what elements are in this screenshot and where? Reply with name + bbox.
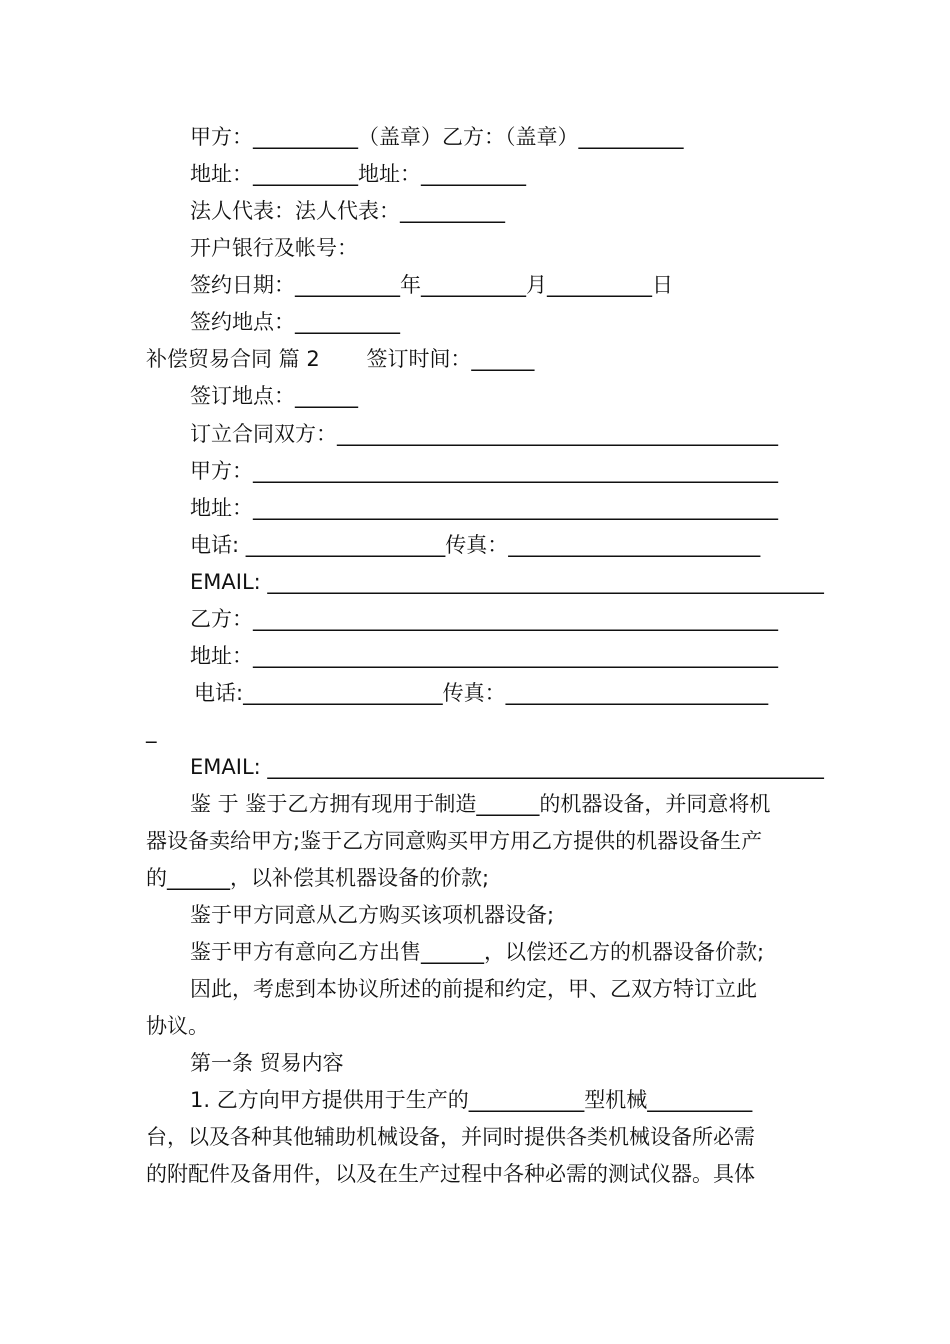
article-1-item-1-cont-2: 的附配件及备用件，以及在生产过程中各种必需的测试仪器。具体 xyxy=(146,1162,755,1186)
therefore-para: 因此，考虑到本协议所述的前提和约定，甲、乙双方特订立此 xyxy=(190,977,757,1001)
parties-line: 订立合同双方：__________________________________________ xyxy=(190,422,778,446)
party-b-line: 乙方：__________________________________________________ xyxy=(190,607,778,631)
article-1-heading: 第一条 贸易内容 xyxy=(190,1051,344,1075)
party-a-seal-line: 甲方：__________（盖章）乙方：（盖章）__________ xyxy=(190,125,684,149)
party-b-email-line: EMAIL: _____________________________________________________ xyxy=(190,755,824,779)
whereas-para-1-cont: 器设备卖给甲方;鉴于乙方同意购买甲方用乙方提供的机器设备生产 xyxy=(146,829,763,853)
article-1-item-1: 1. 乙方向甲方提供用于生产的___________型机械__________ xyxy=(190,1088,753,1112)
sign-date-line: 签约日期：__________年__________月__________日 xyxy=(190,273,673,297)
address-line: 地址：__________地址：__________ xyxy=(190,162,526,186)
whereas-para-1-end: 的______，以补偿其机器设备的价款; xyxy=(146,866,490,890)
whereas-para-3: 鉴于甲方有意向乙方出售______，以偿还乙方的机器设备价款; xyxy=(190,940,765,964)
party-a-phone-line: 电话: ___________________传真：________________________ xyxy=(190,533,761,557)
party-a-address-line: 地址：__________________________________________________ xyxy=(190,496,778,520)
whereas-para-2: 鉴于甲方同意从乙方购买该项机器设备; xyxy=(190,903,555,927)
underscore-overflow: _ xyxy=(146,719,157,743)
legal-rep-line: 法人代表：法人代表：__________ xyxy=(190,199,505,223)
bank-account-line: 开户银行及帐号： xyxy=(190,236,358,260)
party-a-email-line: EMAIL: _____________________________________________________ xyxy=(190,570,824,594)
contract-heading: 补偿贸易合同 篇 2 签订时间：______ xyxy=(146,347,535,371)
sign-location-line: 签订地点：______ xyxy=(190,384,358,408)
party-b-address-line: 地址：__________________________________________________ xyxy=(190,644,778,668)
whereas-para-1: 鉴 于 鉴于乙方拥有现用于制造______的机器设备，并同意将机 xyxy=(190,792,771,816)
therefore-para-end: 协议。 xyxy=(146,1014,209,1038)
article-1-item-1-cont: 台，以及各种其他辅助机械设备，并同时提供各类机械设备所必需 xyxy=(146,1125,755,1149)
party-a-line: 甲方：__________________________________________________ xyxy=(190,459,778,483)
sign-place-line: 签约地点：__________ xyxy=(190,310,400,334)
party-b-phone-line: 电话:___________________传真：_________________________ xyxy=(194,681,769,705)
